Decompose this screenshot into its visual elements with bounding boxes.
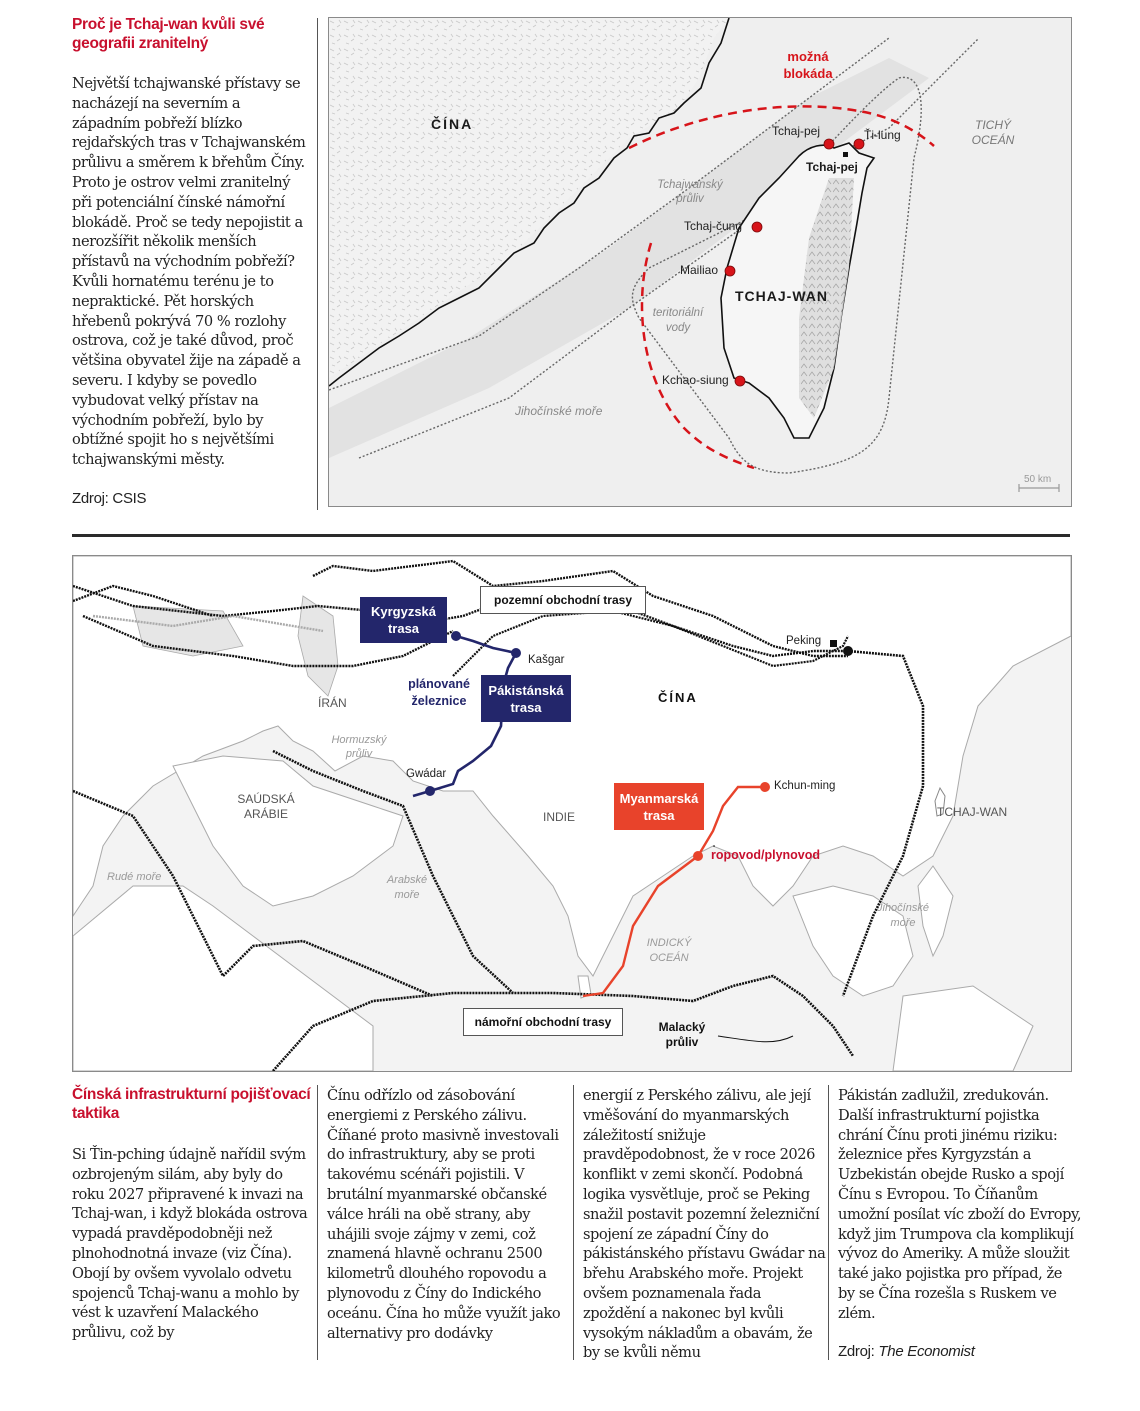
label-arabian-sea: Arabské moře: [386, 874, 428, 901]
label-malacca: Malacký průliv: [658, 1020, 706, 1049]
label-blockade: možná blokáda: [783, 49, 833, 81]
label-china: ČÍNA: [658, 690, 698, 705]
land-routes-legend: pozemní obchodní trasy: [480, 586, 646, 614]
label-strait: Tchajwanský průliv: [657, 179, 723, 205]
label-capital: Tchaj-pej: [806, 160, 858, 174]
column-divider: [317, 18, 318, 510]
capital-marker-beijing: [830, 640, 837, 647]
article-column-2: Čínu odřízlo od zásobování energiemi z Perského zálivu. Číňané proto masivně investovali do infrastruktury, aby se proti takovému scénáři pojistili. V brutální myanmarské občanské válce hráli na obě strany, aby uhájili svoje zájmy v zemi, což znamená hlavně ochranu 2500 kilometrů dlouhého ropovodu a plynovodu z Číny do Indického oceánu. Čína ho může využít jako alternativy pro dodávky: [327, 1087, 561, 1342]
bottom-source: [838, 1343, 975, 1360]
label-kunming: Kchun-ming: [774, 780, 836, 792]
capital-marker: [843, 152, 848, 157]
sea-routes-legend: námořní obchodní trasy: [463, 1008, 623, 1036]
label-south-china-sea: Jihočínské moře: [515, 404, 603, 418]
label-indian-ocean: INDICKÝ OCEÁN: [646, 937, 692, 964]
rail-node-gwadar: [425, 786, 435, 796]
routes-map: [72, 555, 1072, 1072]
section-divider: [72, 534, 1070, 537]
label-iran: ÍRÁN: [318, 696, 347, 710]
column-divider: [317, 1085, 318, 1360]
label-gwadar: Gwádar: [406, 768, 447, 780]
rail-node-kyrgyz: [451, 631, 461, 641]
label-pipeline: ropovod/plynovod: [711, 848, 821, 862]
label-kashgar: Kašgar: [528, 654, 565, 666]
label-port-kaohsiung: Kchao-siung: [662, 373, 729, 387]
article-column-1: Si Ťin-pching údajně nařídil svým ozbrojeným silám, aby byly do roku 2027 připravené k invazi na Tchaj-wan, i když blokáda ostrova vypadá pravděpodobněji než plnohodnotná invaze (viz Čína). Obojí by ovšem vyvolalo odvetu spojenců Tchaj-wanu a mohlo by vést k uzavření Malackého průlivu, což by: [72, 1146, 308, 1342]
label-port-taichung: Tchaj-čung: [684, 219, 743, 233]
label-saudi: SAÚDSKÁ ARÁBIE: [237, 792, 295, 821]
label-port-taipei: Tchaj-pej: [772, 124, 821, 138]
port-marker-keelung: [854, 139, 864, 149]
label-taiwan: TCHAJ-WAN: [937, 805, 1008, 819]
beijing-port-node: [843, 646, 853, 656]
port-marker-taichung: [752, 222, 762, 232]
source-prefix: Zdroj:: [838, 1343, 879, 1360]
port-marker-taipei: [824, 139, 834, 149]
label-territorial-waters: teritoriální vody: [652, 307, 704, 334]
label-red-sea: Rudé moře: [107, 871, 162, 883]
label-india: INDIE: [543, 810, 576, 824]
port-marker-kaohsiung: [735, 376, 745, 386]
port-marker-mailiao: [725, 266, 735, 276]
pipeline-node-kunming: [760, 782, 770, 792]
label-beijing: Peking: [786, 635, 822, 647]
kyrgyz-route-box: Kyrgyzská trasa: [360, 597, 447, 643]
article-column-3: energií z Perského zálivu, ale její vměšování do myanmarských záležitostí snižuje pravděpodobnost, že v roce 2026 konflikt v zemi skončí. Podobná logika vysvětluje, proč se Peking snažil postavit pozemní železniční spojení ze západní Číny do pákistánského přístavu Gwádar na břehu Arabského moře. Projekt ovšem poznamenala řada zpoždění a nakonec byl kvůli vysokým nákladům a obavám, že by se kvůli němu: [583, 1087, 826, 1362]
taiwan-map-graphic: [329, 18, 1071, 506]
bottom-headline: Čínská infrastrukturní pojišťovací taktika: [72, 1086, 311, 1122]
label-china: ČÍNA: [431, 116, 474, 132]
label-port-mailiao: Mailiao: [680, 263, 719, 277]
rail-node-kashgar: [511, 648, 521, 658]
taiwan-map: [328, 17, 1072, 507]
source-name: The Economist: [878, 1343, 975, 1360]
label-pacific: TICHÝ OCEÁN: [971, 118, 1015, 147]
label-south-china-sea: Jihočínské moře: [877, 902, 929, 929]
top-body-text: Největší tchajwanské přístavy se nacházejí na severním a západním pobřeží blízko rejdařských tras v Tchajwanském průlivu a směrem k břehům Číny. Proto je ostrov velmi zranitelný při potenciální čínské námořní blokádě. Proč se tedy nepojistit a nerozšířit několik menších přístavů na východním pobřeží? Kvůli hornatému terénu je to nepraktické. Pět horských hřebenů pokrývá 70 % rozlohy ostrova, což je také důvod, proč většina obyvatel žije na západě a severu. I kdyby se povedlo vybudovat velký přístav na východním pobřeží, bylo by obtížné spojit ho s největšími tchajwanskými městy.: [72, 75, 306, 469]
article-column-4: Pákistán zadlužil, zredukován. Další infrastrukturní pojistka chrání Čínu proti jinému riziku: železnice přes Kyrgyzstán a Uzbekistán obejde Rusko a spojí Čínu s Evropou. To Číňanům umožní posílat víc zboží do Evropy, když jim Trumpova cla komplikují vývoz do Ameriky. A může sloužit také jako pojistka pro případ, že by se Čína rozešla s Ruskem ve zlém.: [838, 1087, 1082, 1322]
label-hormuz: Hormuzský průliv: [331, 734, 387, 760]
label-taiwan: TCHAJ-WAN: [735, 288, 828, 304]
column-divider: [828, 1085, 829, 1360]
column-divider: [573, 1085, 574, 1360]
label-planned-rail: plánované železnice: [408, 677, 470, 708]
pakistan-route-box: Pákistánská trasa: [481, 675, 571, 722]
top-headline: Proč je Tchaj-wan kvůli své geografii zranitelný: [72, 16, 265, 52]
label-scale: 50 km: [1024, 474, 1052, 485]
pipeline-node-myanmar: [693, 851, 703, 861]
label-port-keelung: Ťi-lung: [864, 128, 901, 142]
top-source: Zdroj: CSIS: [72, 490, 147, 507]
myanmar-route-box: Myanmarská trasa: [614, 783, 704, 830]
malacca-pointer: [718, 1036, 793, 1042]
